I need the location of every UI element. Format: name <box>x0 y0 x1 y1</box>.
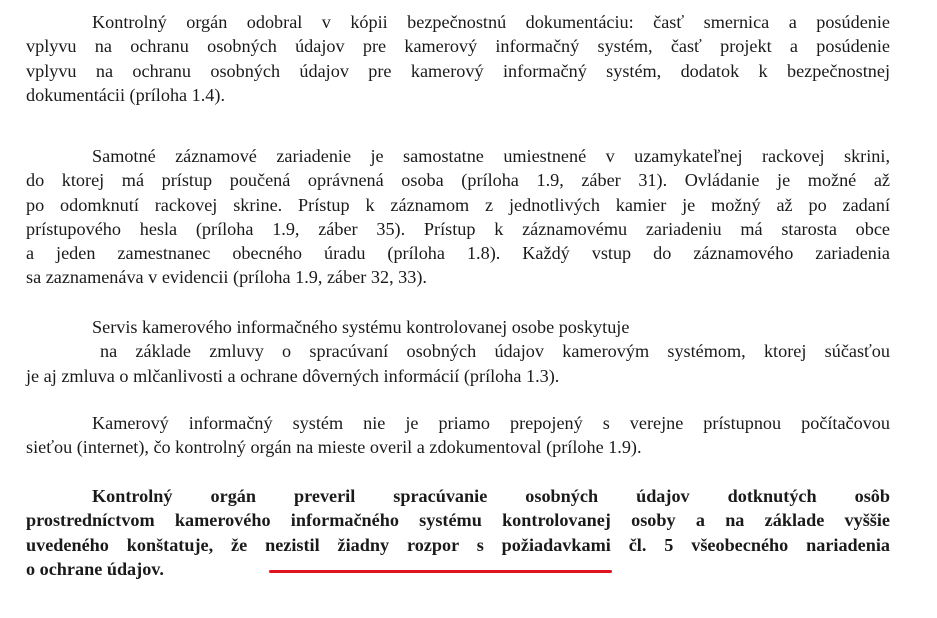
text-line: vplyvu na ochranu osobných údajov pre kamerový informačný systém, časť projekt a posúdenie <box>26 36 890 57</box>
text-line: prostredníctvom kamerového informačného systému kontrolovanej osoby a na základe vyššie <box>26 510 890 531</box>
text-line: Servis kamerového informačného systému kontrolovanej osobe poskytuje <box>92 317 630 337</box>
text-line: Kontrolný orgán odobral v kópii bezpečnostnú dokumentáciu: časť smernica a posúdenie <box>92 12 890 32</box>
text-line: uvedeného konštatuje, že nezistil žiadny rozpor s požiadavkami čl. 5 všeobecného nariadenia <box>26 534 890 555</box>
text-line: a jeden zamestnanec obecného úradu (príloha 1.8). Každý vstup do záznamového zariadenia <box>26 243 890 264</box>
text-line: Samotné záznamové zariadenie je samostatne umiestnené v uzamykateľnej rackovej skrini, <box>92 146 890 166</box>
text-line: o ochrane údajov. <box>26 558 164 579</box>
paragraph-bezpecnostna-dokumentacia <box>26 10 890 107</box>
text-line: vplyvu na ochranu osobných údajov pre kamerový informačný systém, dodatok k bezpečnostnej <box>26 60 890 81</box>
text-line: je aj zmluva o mlčanlivosti a ochrane dôverných informácií (príloha 1.3). <box>26 365 560 386</box>
text-line: na základe zmluvy o spracúvaní osobných údajov kamerovým systémom, ktorej súčasťou <box>100 341 890 362</box>
text-line: prístupového hesla (príloha 1.9, záber 35). Prístup k záznamovému zariadeniu má starosta obce <box>26 218 890 239</box>
paragraph-zaznamove-zariadenie <box>26 144 890 290</box>
text-line: Kamerový informačný systém nie je priamo prepojený s verejne prístupnou počítačovou <box>92 413 890 433</box>
paragraph-prepojenie <box>26 411 890 460</box>
paragraph-servis <box>26 315 890 388</box>
text-line: po odomknutí rackovej skrine. Prístup k záznamom z jednotlivých kamier je možný až po zadaní <box>26 194 890 215</box>
text-line: sieťou (internet), čo kontrolný orgán na mieste overil a zdokumentoval (prílohe 1.9). <box>26 437 642 458</box>
text-line: Kontrolný orgán preveril spracúvanie osobných údajov dotknutých osôb <box>92 486 890 506</box>
red-underline-annotation <box>269 570 612 573</box>
text-line: dokumentácii (príloha 1.4). <box>26 84 225 105</box>
text-line: do ktorej má prístup poučená oprávnená osoba (príloha 1.9, záber 31). Ovládanie je možné až <box>26 170 890 191</box>
text-line: sa zaznamenáva v evidencii (príloha 1.9, záber 32, 33). <box>26 267 427 288</box>
paragraph-zaver <box>26 484 890 581</box>
